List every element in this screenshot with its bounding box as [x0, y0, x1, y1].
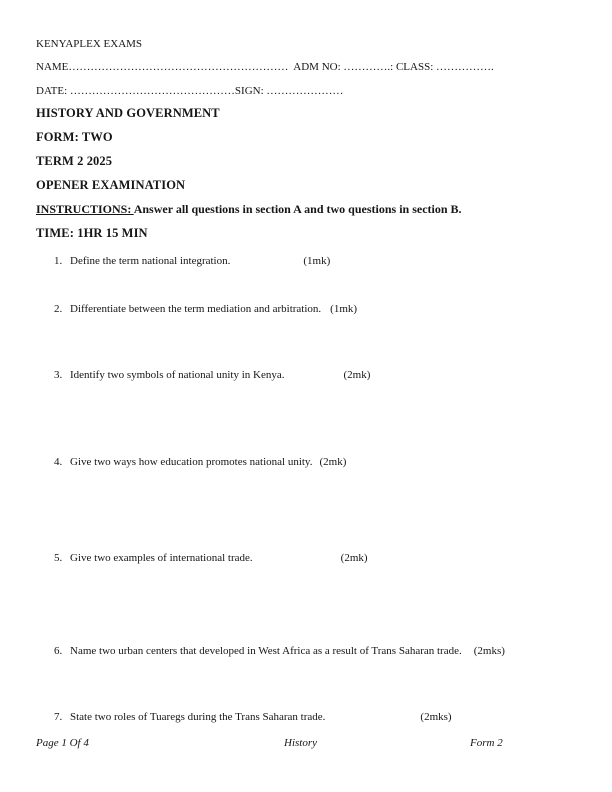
question-number: 1.	[54, 255, 63, 267]
term-label: TERM 2 2025	[36, 154, 113, 168]
question-item	[54, 254, 592, 268]
question-number: 4.	[54, 456, 63, 468]
question-item	[54, 551, 592, 565]
question-marks: (2mks)	[473, 645, 505, 657]
question-marks: (2mks)	[420, 711, 452, 723]
question-marks: (2mk)	[340, 552, 368, 564]
instructions-text: Answer all questions in section A and two questions in section B.	[133, 202, 462, 216]
sign-field: SIGN: …………………	[234, 85, 344, 97]
class-field: CLASS: …………….	[393, 61, 494, 73]
footer-subject: History	[284, 737, 317, 749]
question-marks: (1mk)	[303, 255, 331, 267]
question-number: 5.	[54, 552, 63, 564]
page-number: Page 1 Of 4	[36, 737, 89, 749]
name-field: NAME……………………………………………………	[36, 61, 289, 73]
question-item	[54, 710, 592, 724]
question-number: 7.	[54, 711, 63, 723]
question-item	[54, 455, 592, 469]
question-text: Give two examples of international trade.	[70, 552, 253, 564]
subject-title: HISTORY AND GOVERNMENT	[36, 106, 220, 120]
question-text: Name two urban centers that developed in West Africa as a result of Trans Saharan trade.	[70, 645, 462, 657]
date-field: DATE: ………………………………………	[36, 85, 235, 97]
instructions-label: INSTRUCTIONS:	[36, 202, 134, 216]
question-marks: (2mk)	[319, 456, 347, 468]
name-adm-class-row	[36, 60, 582, 74]
question-number: 3.	[54, 369, 63, 381]
time-allowed: TIME: 1HR 15 MIN	[36, 226, 148, 240]
exam-type: OPENER EXAMINATION	[36, 178, 186, 192]
question-marks: (2mk)	[343, 369, 371, 381]
instructions-row	[36, 202, 582, 216]
question-text: State two roles of Tuaregs during the Trans Saharan trade.	[70, 711, 326, 723]
question-number: 6.	[54, 645, 63, 657]
adm-no-field: ADM NO: ………….:	[288, 61, 394, 73]
question-text: Differentiate between the term mediation and arbitration.	[70, 303, 322, 315]
form-level: FORM: TWO	[36, 130, 113, 144]
question-text: Define the term national integration.	[70, 255, 231, 267]
date-sign-row	[36, 84, 582, 98]
question-text: Identify two symbols of national unity in Kenya.	[70, 369, 285, 381]
question-number: 2.	[54, 303, 63, 315]
question-item	[54, 644, 592, 658]
question-marks: (1mk)	[330, 303, 358, 315]
footer-form: Form 2	[470, 737, 503, 749]
question-item	[54, 302, 592, 316]
question-item	[54, 368, 592, 382]
question-text: Give two ways how education promotes national unity.	[70, 456, 313, 468]
exam-body-name: KENYAPLEX EXAMS	[36, 38, 143, 50]
